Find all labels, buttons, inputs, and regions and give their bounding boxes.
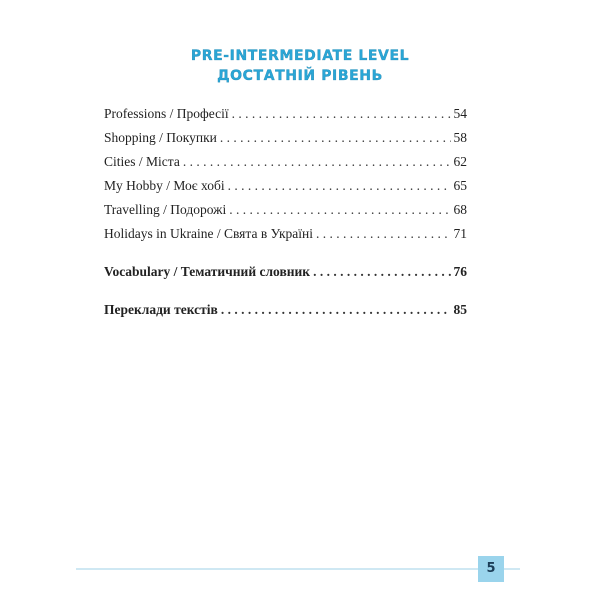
toc-entry-vocabulary[interactable] — [104, 260, 467, 284]
level-heading-english: PRE-INTERMEDIATE LEVEL — [190, 48, 410, 64]
toc-entry-label: My Hobby / Моє хобі — [104, 178, 225, 193]
section-gap — [104, 284, 467, 298]
toc-entry-translations[interactable] — [104, 298, 467, 322]
toc-entry-label: Professions / Професії — [104, 106, 229, 121]
dot-leader — [316, 222, 451, 246]
toc-entry-page: 76 — [453, 264, 467, 279]
toc-entry-page: 65 — [453, 178, 467, 193]
toc-entry-my-hobby[interactable] — [104, 174, 467, 198]
toc-entry-label: Cities / Міста — [104, 154, 180, 169]
toc-entry-holidays[interactable] — [104, 222, 467, 246]
footer-rule — [76, 568, 520, 570]
toc-entry-page: 58 — [453, 130, 467, 145]
toc-entry-page: 85 — [453, 302, 467, 317]
table-of-contents — [104, 102, 467, 322]
toc-entry-label: Travelling / Подорожі — [104, 202, 227, 217]
toc-entry-page: 62 — [453, 154, 467, 169]
toc-entry-travelling[interactable] — [104, 198, 467, 222]
level-heading-ukrainian: ДОСТАТНІЙ РІВЕНЬ — [217, 68, 383, 84]
toc-entry-page: 71 — [453, 226, 467, 241]
toc-entry-page: 54 — [453, 106, 467, 121]
dot-leader — [220, 126, 451, 150]
dot-leader — [232, 102, 451, 126]
level-heading — [0, 46, 600, 86]
dot-leader — [183, 150, 451, 174]
toc-entry-label: Переклади текстів — [104, 302, 218, 317]
page-number-badge: 5 — [478, 556, 504, 582]
toc-entry-label: Vocabulary / Тематичний словник — [104, 264, 311, 279]
dot-leader — [313, 260, 450, 284]
toc-entry-cities[interactable] — [104, 150, 467, 174]
section-gap — [104, 246, 467, 260]
toc-entry-page: 68 — [453, 202, 467, 217]
dot-leader — [229, 198, 450, 222]
dot-leader — [221, 298, 451, 322]
toc-entry-label: Holidays in Ukraine / Свята в Україні — [104, 226, 313, 241]
toc-entry-shopping[interactable] — [104, 126, 467, 150]
dot-leader — [228, 174, 451, 198]
toc-entry-label: Shopping / Покупки — [104, 130, 217, 145]
toc-entry-professions[interactable] — [104, 102, 467, 126]
